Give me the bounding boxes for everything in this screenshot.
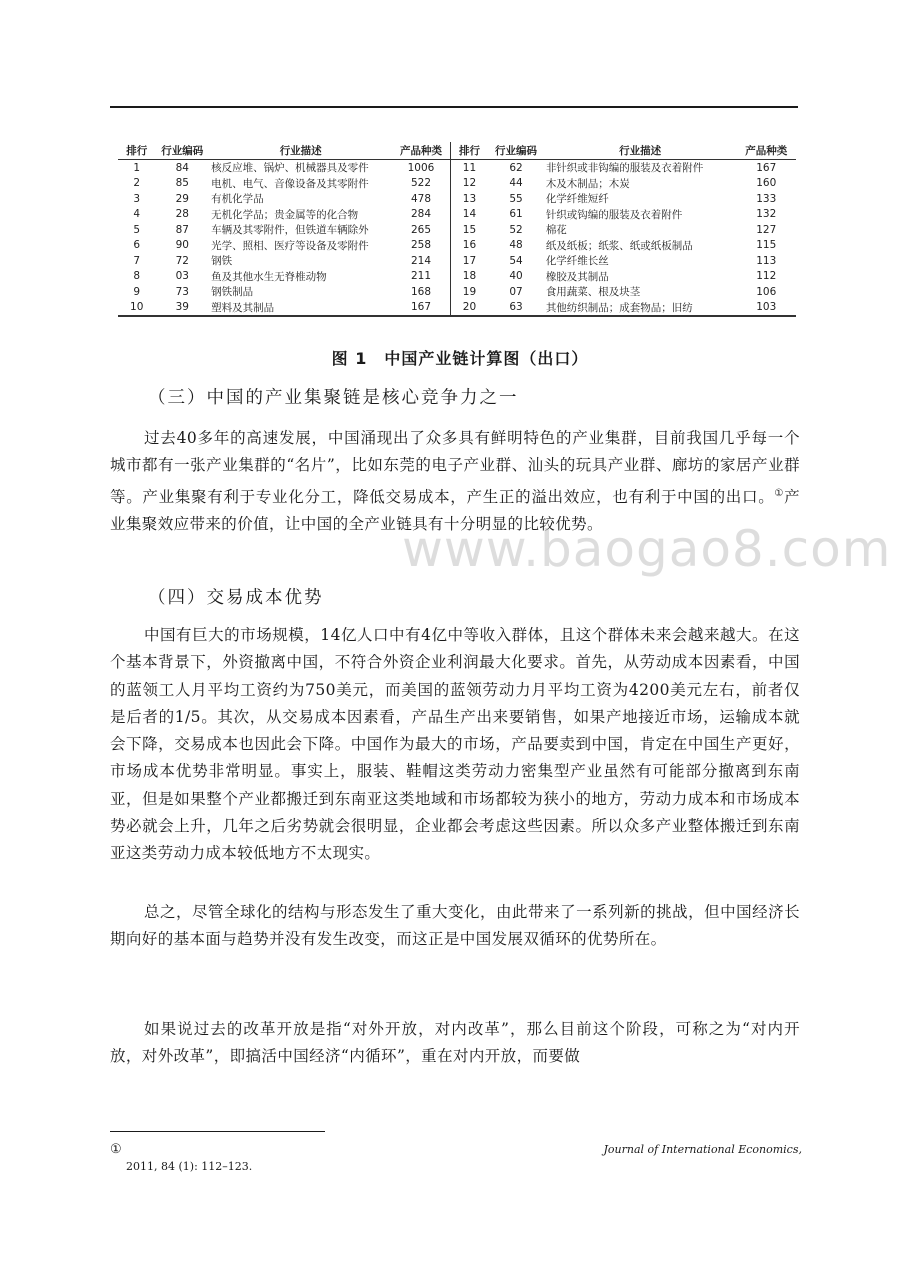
- rank-cell: 6: [133, 239, 141, 252]
- table-row: [118, 191, 796, 207]
- code-cell: 55: [509, 192, 523, 205]
- description-cell: 鱼及其他水生无脊椎动物: [211, 270, 327, 283]
- table-row: [118, 176, 796, 192]
- code-cell: 72: [175, 254, 189, 267]
- product-count-cell: 211: [392, 269, 450, 285]
- description-cell: 棉花: [545, 224, 567, 237]
- product-count-cell: 265: [392, 222, 450, 238]
- product-count-cell: 522: [392, 176, 450, 192]
- table-row: [118, 284, 796, 300]
- rank-cell: 18: [462, 270, 477, 283]
- code-cell: 39: [155, 300, 209, 317]
- code-cell: 28: [175, 208, 189, 221]
- rank-cell: 4: [133, 208, 141, 221]
- paragraph-text: 产业集聚效应带来的价值，让中国的全产业链具有十分明显的比较优势。: [110, 487, 800, 534]
- code-cell: 40: [509, 270, 523, 283]
- description-cell: 食用蔬菜、根及块茎: [545, 286, 641, 299]
- rank-cell: 3: [133, 192, 141, 205]
- description-cell: 钢铁: [211, 255, 233, 268]
- description-cell: 塑料及其制品: [209, 300, 392, 317]
- header-code: 行业编码: [155, 142, 209, 160]
- header-rank: 排行: [450, 142, 488, 160]
- code-cell: 62: [509, 161, 523, 174]
- rank-cell: 5: [133, 223, 141, 236]
- description-cell: 其他纺织制品；成套物品；旧纺: [544, 300, 737, 317]
- description-cell: 核反应堆、锅炉、机械器具及零件: [211, 162, 369, 175]
- table-row: [118, 253, 796, 269]
- code-cell: 84: [175, 161, 189, 174]
- product-count-cell: 258: [392, 238, 450, 254]
- product-count-cell: 127: [756, 223, 777, 236]
- description-cell: 光学、照相、医疗等设备及零附件: [211, 239, 369, 252]
- header-rank: 排行: [118, 142, 155, 160]
- description-cell: 非针织或非钩编的服装及衣着附件: [545, 162, 704, 175]
- product-count-cell: 167: [392, 300, 450, 317]
- product-count-cell: 284: [392, 207, 450, 223]
- product-count-cell: 133: [756, 192, 777, 205]
- code-cell: 54: [509, 254, 523, 267]
- description-cell: 化学纤维短纤: [545, 193, 609, 206]
- table-row: [118, 207, 796, 223]
- code-cell: 87: [175, 223, 189, 236]
- paragraph-closing: 如果说过去的改革开放是指“对外开放，对内改革”，那么目前这个阶段，可称之为“对内开放，对外改革”，即搞活中国经济“内循环”，重在对内开放，而要做: [110, 1020, 800, 1066]
- figure-caption: 图 1 中国产业链计算图（出口）: [331, 349, 589, 368]
- table-header-row: [118, 142, 796, 160]
- code-cell: 90: [175, 239, 189, 252]
- rank-cell: 19: [462, 285, 477, 298]
- product-count-cell: 106: [756, 285, 777, 298]
- table-row: [118, 269, 796, 285]
- footnote-journal: Journal of International Economics,: [603, 1143, 802, 1156]
- paragraph-transaction-cost: 中国有巨大的市场规模，14亿人口中有4亿中等收入群体，且这个群体未来会越来越大。在这个基本背景下，外资撤离中国，不符合外资企业利润最大化要求。首先，从劳动成本因素看，中国的蓝领工人月平均工资约为750美元，而美国的蓝领劳动力月平均工资为4200美元左右，前者仅是后者的1/5。其次，从交易成本因素看，产品生产出来要销售，如果产地接近市场，运输成本就会下降，交易成本也因此会下降。中国作为最大的市场，产品要卖到中国，肯定在中国生产更好，市场成本优势非常明显。事实上，服装、鞋帽这类劳动力密集型产业虽然有可能部分撤离到东南亚，但是如果整个产业都搬迁到东南亚这类地域和市场都较为狭小的地方，劳动力成本和市场成本势必就会上升，几年之后劣势就会很明显，企业都会考虑这些因素。所以众多产业整体搬迁到东南亚这类劳动力成本较低地方不太现实。: [110, 626, 800, 863]
- description-cell: 橡胶及其制品: [545, 270, 609, 283]
- product-count-cell: 112: [756, 270, 777, 283]
- code-cell: 73: [175, 285, 189, 298]
- rank-cell: 7: [133, 254, 141, 267]
- rank-cell: 1: [133, 161, 141, 174]
- rank-cell: 20: [450, 300, 488, 317]
- description-cell: 无机化学品；贵金属等的化合物: [211, 208, 359, 221]
- code-cell: 63: [488, 300, 544, 317]
- rank-cell: 9: [133, 285, 141, 298]
- product-count-cell: 115: [756, 239, 777, 252]
- rank-cell: 13: [462, 192, 477, 205]
- header-product-count: 产品种类: [737, 142, 797, 160]
- description-cell: 木及木制品；木炭: [545, 177, 630, 190]
- table-row: [118, 238, 796, 254]
- description-cell: 钢铁制品: [211, 286, 254, 299]
- footnote-citation: 2011, 84 (1): 112–123.: [126, 1160, 253, 1173]
- paragraph-text: 过去40多年的高速发展，中国涌现出了众多具有鲜明特色的产业集群，目前我国几乎每一个城市都有一张产业集群的“名片”，比如东莞的电子产业群、汕头的玩具产业群、廊坊的家居产业群等。产业集聚有利于专业化分工，降低交易成本，产生正的溢出效应，也有利于中国的出口。: [110, 429, 800, 506]
- product-count-cell: 214: [392, 253, 450, 269]
- product-count-cell: 168: [392, 284, 450, 300]
- product-count-cell: 1006: [392, 160, 450, 176]
- rank-cell: 17: [462, 254, 477, 267]
- rank-cell: 12: [462, 177, 477, 190]
- rank-cell: 8: [133, 270, 141, 283]
- code-cell: 85: [175, 177, 189, 190]
- description-cell: 化学纤维长丝: [545, 255, 609, 268]
- product-count-cell: 103: [737, 300, 797, 317]
- rank-cell: 16: [462, 239, 477, 252]
- rank-cell: 11: [462, 161, 477, 174]
- rank-cell: 2: [133, 177, 141, 190]
- header-description: 行业描述: [209, 142, 392, 160]
- product-count-cell: 132: [756, 208, 777, 221]
- footnote-mark: ①: [110, 1142, 122, 1157]
- footnote-rule: [110, 1131, 325, 1132]
- description-cell: 有机化学品: [211, 193, 264, 206]
- table-row: [118, 222, 796, 238]
- header-product-count: 产品种类: [392, 142, 450, 160]
- footnote-reference: ①: [774, 487, 785, 499]
- rank-cell: 14: [462, 208, 477, 221]
- section-heading-3: （三）中国的产业集聚链是核心竞争力之一: [148, 388, 519, 408]
- industry-table: [118, 142, 796, 317]
- code-cell: 07: [509, 285, 523, 298]
- top-rule: [110, 106, 798, 108]
- code-cell: 03: [175, 270, 189, 283]
- product-count-cell: 167: [756, 161, 777, 174]
- table-row: [118, 160, 796, 176]
- product-count-cell: 113: [756, 254, 777, 267]
- code-cell: 61: [509, 208, 523, 221]
- description-cell: 电机、电气、音像设备及其零附件: [211, 177, 369, 190]
- code-cell: 48: [509, 239, 523, 252]
- code-cell: 44: [509, 177, 523, 190]
- table-row: [118, 300, 796, 317]
- product-count-cell: 160: [756, 177, 777, 190]
- product-count-cell: 478: [392, 191, 450, 207]
- rank-cell: 10: [118, 300, 155, 317]
- section-heading-4: （四）交易成本优势: [148, 588, 324, 608]
- header-description: 行业描述: [544, 142, 737, 160]
- watermark-text: www.baogao8.com: [402, 520, 892, 578]
- description-cell: 纸及纸板；纸浆、纸或纸板制品: [545, 239, 693, 252]
- rank-cell: 15: [462, 223, 477, 236]
- code-cell: 29: [175, 192, 189, 205]
- paragraph-conclusion: 总之，尽管全球化的结构与形态发生了重大变化，由此带来了一系列新的挑战，但中国经济长期向好的基本面与趋势并没有发生改变，而这正是中国发展双循环的优势所在。: [110, 903, 800, 949]
- description-cell: 车辆及其零附件，但铁道车辆除外: [211, 224, 369, 237]
- code-cell: 52: [509, 223, 523, 236]
- description-cell: 针织或钩编的服装及衣着附件: [545, 208, 683, 221]
- header-code: 行业编码: [488, 142, 544, 160]
